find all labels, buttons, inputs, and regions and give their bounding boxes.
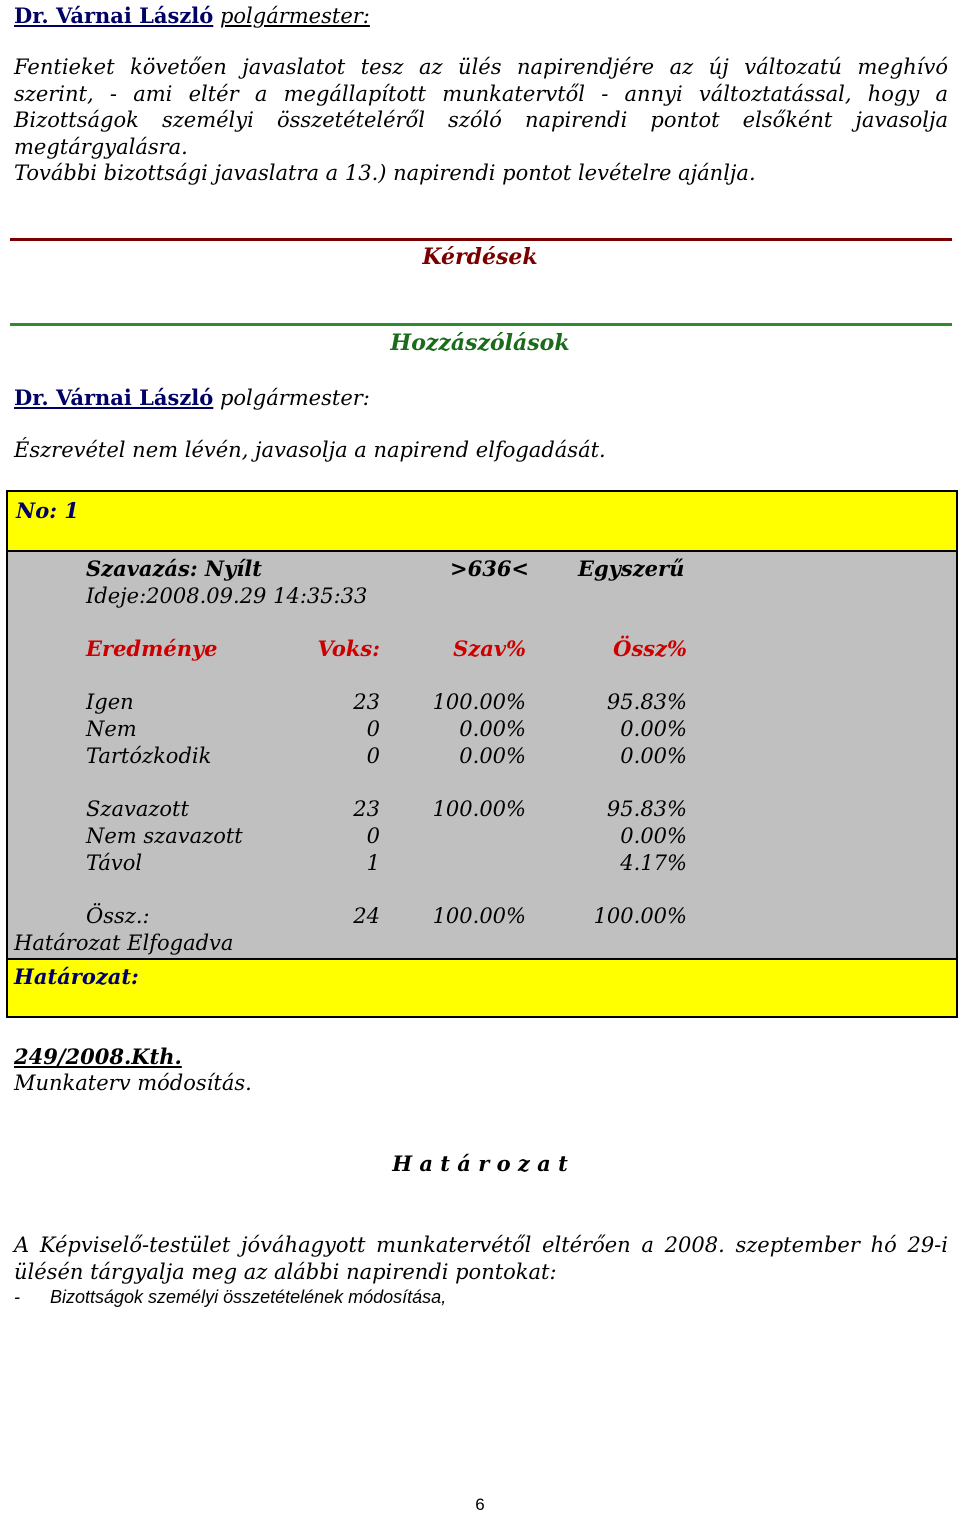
section-comments-title: Hozzászólások <box>390 330 570 356</box>
speaker-line-2 <box>14 384 370 412</box>
bullet-dash: - <box>14 1287 20 1307</box>
vote-type: Szavazás: Nyílt <box>86 556 262 581</box>
divider-questions <box>10 238 952 241</box>
row-ossz: 95.83% <box>606 690 687 714</box>
resolution-subject: Munkaterv módosítás. <box>14 1071 252 1095</box>
row-szav: 100.00% <box>432 797 526 821</box>
page-number: 6 <box>475 1495 485 1514</box>
speaker-role: polgármester: <box>219 4 370 28</box>
row-ossz: 4.17% <box>620 851 687 875</box>
resolution-line: A Képviselő-testület jóváhagyott munkatervétől eltérően a 2008. szeptember hó 29-i <box>14 1233 948 1257</box>
bullet-text: Bizottságok személyi összetételének módosítása, <box>50 1287 447 1307</box>
row-voks: 0 <box>366 717 380 741</box>
divider-comments <box>10 323 952 326</box>
row-szav: 0.00% <box>459 717 526 741</box>
decision-label: Határozat: <box>14 964 139 989</box>
resolution-title: H a t á r o z a t <box>392 1151 568 1176</box>
decision-box <box>6 958 958 1018</box>
col-header-voks: Voks: <box>317 636 380 661</box>
row-label: Tartózkodik <box>86 744 212 768</box>
vote-result: Határozat Elfogadva <box>14 931 234 955</box>
total-label: Össz.: <box>86 904 150 928</box>
row-ossz: 95.83% <box>606 797 687 821</box>
row-szav: 0.00% <box>459 744 526 768</box>
row-szav: 100.00% <box>432 690 526 714</box>
row-label: Igen <box>86 690 134 714</box>
col-header-ossz: Össz% <box>613 636 687 661</box>
speaker2-statement: Észrevétel nem lévén, javasolja a napirend elfogadását. <box>14 438 606 462</box>
total-voks: 24 <box>353 904 380 928</box>
intro-line: megtárgyalásra. <box>14 134 188 159</box>
col-header-szav: Szav% <box>453 636 526 661</box>
intro-line: Fentieket követően javaslatot tesz az ülés napirendjére az új változatú meghívó <box>14 55 948 79</box>
intro-line: Bizottságok személyi összetételéről szóló napirendi pontot elsőként javasolja <box>14 108 948 132</box>
row-voks: 23 <box>353 797 380 821</box>
intro-paragraph <box>14 54 948 187</box>
row-label: Nem <box>86 717 137 741</box>
speaker-line-1 <box>14 2 370 30</box>
row-voks: 23 <box>353 690 380 714</box>
vote-number-box <box>6 490 958 552</box>
row-label: Nem szavazott <box>86 824 243 848</box>
total-ossz: 100.00% <box>593 904 687 928</box>
total-szav: 100.00% <box>432 904 526 928</box>
section-questions-title: Kérdések <box>422 244 538 270</box>
row-voks: 0 <box>366 824 380 848</box>
intro-last-line: További bizottsági javaslatra a 13.) napirendi pontot levételre ajánlja. <box>14 161 756 185</box>
resolution-number: 249/2008.Kth. <box>14 1044 182 1069</box>
row-ossz: 0.00% <box>620 717 687 741</box>
speaker-name: Dr. Várnai László <box>14 385 214 410</box>
resolution-line: ülésén tárgyalja meg az alábbi napirendi pontokat: <box>14 1259 557 1284</box>
vote-code: >636< <box>450 556 530 581</box>
vote-mode: Egyszerű <box>578 556 685 581</box>
row-voks: 0 <box>366 744 380 768</box>
intro-line: szerint, - ami eltér a megállapított munkatervtől - annyi változtatással, hogy a <box>14 81 948 106</box>
row-label: Távol <box>86 851 143 875</box>
row-ossz: 0.00% <box>620 744 687 768</box>
vote-time: Ideje:2008.09.29 14:35:33 <box>86 584 368 608</box>
speaker-name: Dr. Várnai László <box>14 3 214 28</box>
row-ossz: 0.00% <box>620 824 687 848</box>
resolution-text <box>14 1232 948 1285</box>
row-voks: 1 <box>366 851 380 875</box>
col-header-result: Eredménye <box>86 636 218 661</box>
speaker-role: polgármester: <box>219 386 370 410</box>
vote-number: No: 1 <box>16 498 79 523</box>
row-label: Szavazott <box>86 797 189 821</box>
